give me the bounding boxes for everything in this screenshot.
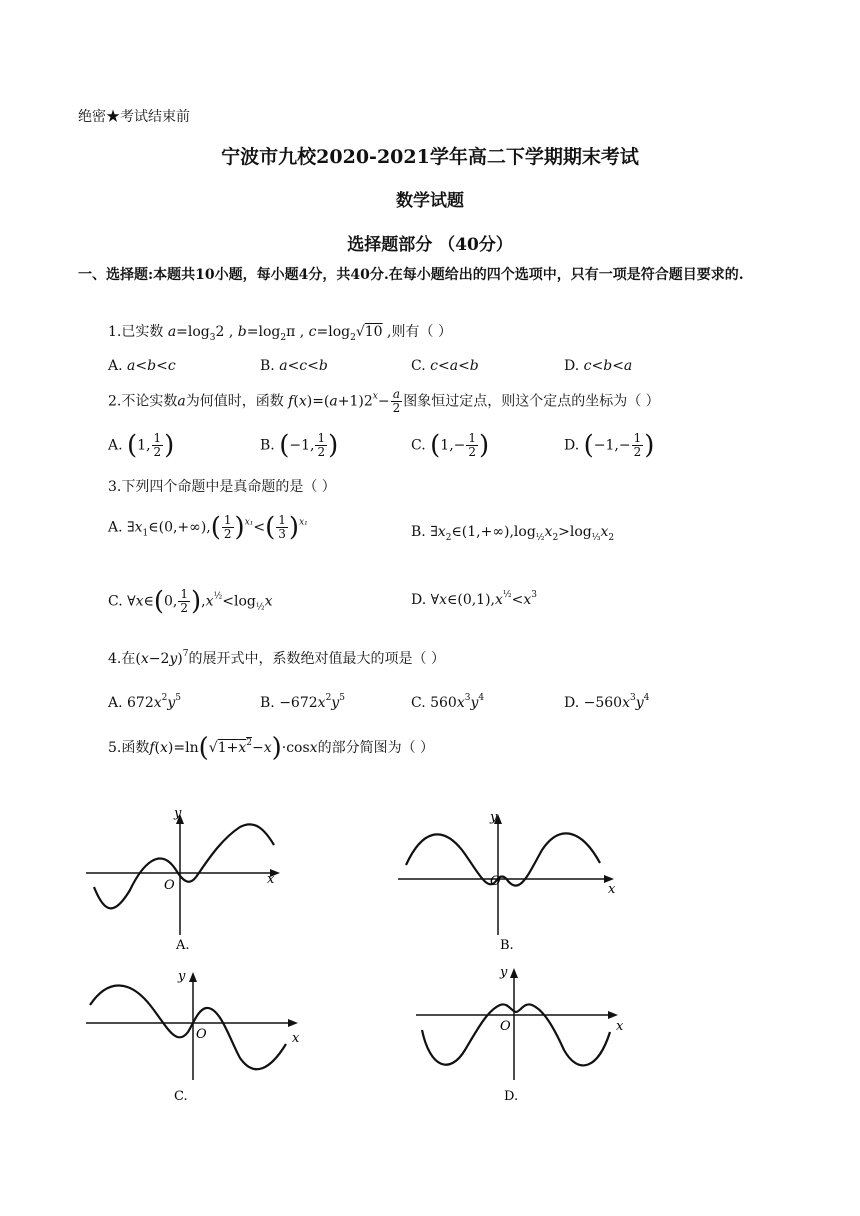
curve [422, 1004, 610, 1065]
question-2: 2.不论实数a为何值时，函数 $f(x)=(a+1)2^x-$ $\frac{a}{2}$ 图象恒过定点，则这个定点的坐标为（ ） [108, 387, 660, 415]
q2-mid: 为何值时，函数 [185, 393, 284, 410]
y-axis-arrow-icon [510, 968, 518, 978]
y-axis-arrow-icon [189, 972, 197, 982]
q5-graph-b[interactable] [392, 805, 622, 955]
q5-graph-d[interactable] [410, 960, 630, 1110]
q2-option-b[interactable]: B. (−1, $\frac{1}{2}$ ) [260, 430, 339, 461]
question-4: 4.在$(x-2y)^7$的展开式中，系数绝对值最大的项是（ ） [108, 649, 445, 667]
section-title: 选择题部分 （40分） [347, 235, 513, 255]
q2-prefix: 2.不论实数 [108, 393, 178, 410]
q1-suffix: ,则有（ ） [387, 324, 452, 340]
q5-graph-a[interactable] [80, 805, 290, 955]
q4-suffix: 的展开式中，系数绝对值最大的项是（ ） [188, 651, 445, 667]
q3-option-d[interactable]: D. $\forall x\in(0,1),x^{\frac{1}{2}}<x^3$ [411, 590, 538, 608]
q2-suffix: 图象恒过定点，则这个定点的坐标为（ ） [403, 393, 660, 410]
x-axis-arrow-icon [608, 1011, 618, 1019]
q2-option-c[interactable]: C. (1,− $\frac{1}{2}$ ) [411, 430, 490, 461]
q4-prefix: 4.在 [108, 651, 136, 667]
q5-suffix: 的部分简图为（ ） [317, 740, 435, 756]
q3-option-c[interactable]: C. ∀x∈(0, $\frac{1}{2}$ )$,x^{\frac{1}{2}}<\log_{\frac{1}{2}}x$ [108, 586, 273, 617]
q4-option-b[interactable]: B. $-672x^2y^5$ [260, 693, 345, 711]
question-5: 5.函数$f(x)=\ln(√1+x^2-x)\cdot\cos x$的部分简图为（ ） [108, 733, 435, 763]
curve [94, 824, 274, 908]
x-label: x [608, 882, 616, 897]
subject-title: 数学试题 [396, 191, 464, 211]
origin-label: O [196, 1027, 207, 1042]
q5-graph-c[interactable] [80, 960, 310, 1110]
q1-option-d[interactable]: D. c<b<a [564, 358, 633, 374]
x-label: x [292, 1031, 300, 1046]
x-label: x [267, 872, 275, 887]
q3-option-a[interactable]: A. $\exists x_1\in(0,+\infty)$,( $\frac{1}{2}$ )$^{x_1}$<( $\frac{1}{3}$ )$^{x_1}$ [108, 512, 308, 543]
q4-option-a[interactable]: A. $672x^2y^5$ [108, 693, 182, 711]
origin-label: O [164, 878, 175, 893]
section-instructions: 一、选择题:本题共10小题，每小题4分，共40分.在每小题给出的四个选项中，只有一项是符合题目要求的. [78, 267, 744, 283]
q1-option-b[interactable]: B. a<c<b [260, 358, 328, 374]
origin-label: O [490, 874, 501, 889]
y-label: y [174, 806, 182, 821]
q4-option-d[interactable]: D. $-560x^3y^4$ [564, 693, 650, 711]
question-3: 3.下列四个命题中是真命题的是（ ） [108, 479, 336, 495]
question-1: 1.已实数 $a=\log_32$ , $b=\log_2\pi$ , $c=\log_2√10$ ,则有（ ） [108, 324, 452, 343]
graph-c-label: C. [174, 1089, 188, 1104]
graph-a-label: A. [176, 938, 190, 953]
q4-option-c[interactable]: C. $560x^3y^4$ [411, 693, 485, 711]
graph-d-label: D. [504, 1089, 519, 1104]
confidential-label: 绝密★考试结束前 [78, 109, 190, 125]
origin-label: O [500, 1019, 511, 1034]
curve [406, 833, 600, 885]
exam-title: 宁波市九校2020-2021学年高二下学期期末考试 [221, 146, 639, 168]
q2-option-a[interactable]: A. (1, $\frac{1}{2}$ ) [108, 430, 175, 461]
y-label: y [490, 810, 498, 825]
y-label: y [178, 969, 186, 984]
x-label: x [616, 1019, 624, 1034]
q5-prefix: 5.函数 [108, 740, 150, 756]
q1-option-a[interactable]: A. a<b<c [108, 358, 176, 374]
q2-option-d[interactable]: D. (−1,− $\frac{1}{2}$ ) [564, 430, 655, 461]
x-axis-arrow-icon [288, 1019, 298, 1027]
q1-prefix: 1.已实数 [108, 324, 164, 340]
graph-b-label: B. [500, 938, 514, 953]
q1-option-c[interactable]: C. c<a<b [411, 358, 479, 374]
curve [90, 985, 286, 1069]
y-label: y [500, 965, 508, 980]
q3-option-b[interactable]: B. $\exists x_2\in(1,+\infty),\log_{\frac{1}{2}}x_2>\log_{\frac{1}{3}}x_2$ [411, 524, 615, 543]
